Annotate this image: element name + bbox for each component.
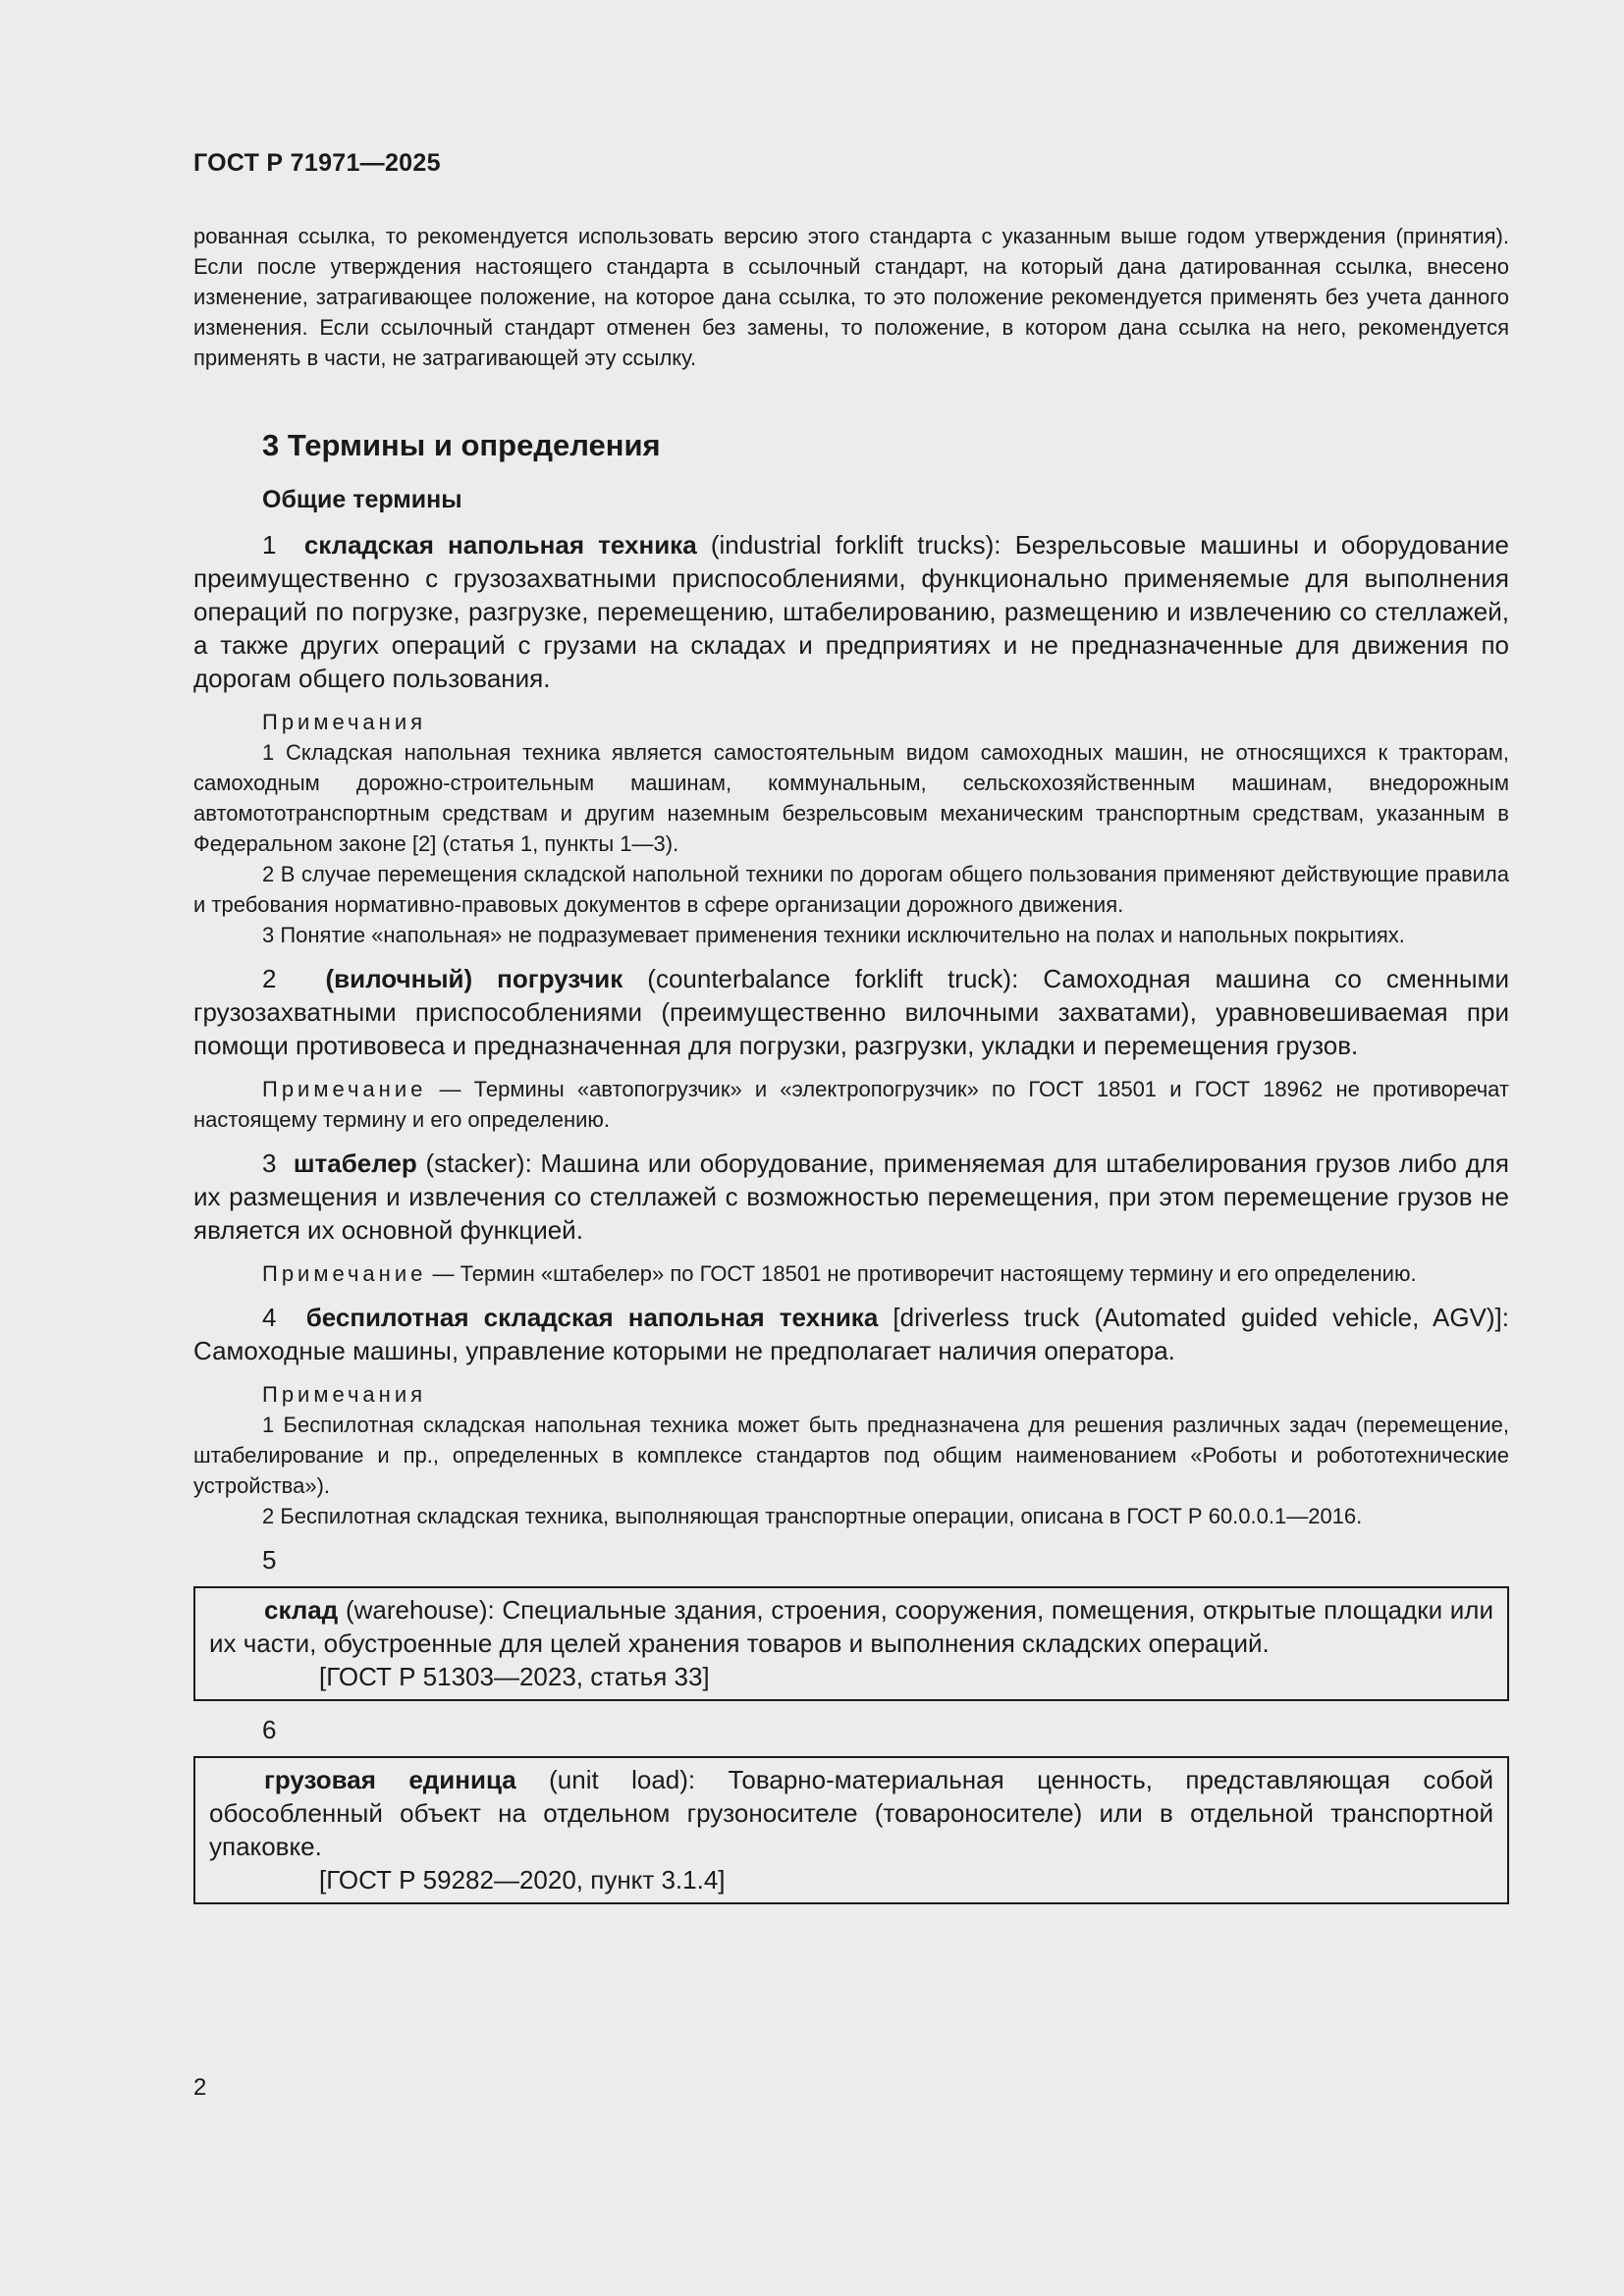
term-name: штабелер [293,1148,417,1178]
term-name: (вилочный) погрузчик [325,964,623,993]
term-3 [193,1147,1509,1247]
term-number: 6 [262,1715,277,1744]
term-definition: Безрельсовые машины и оборудование преимущественно с грузозахватными приспособлениями, функционально применяемые для выполнения операций по погрузке, разгрузке, перемещению, штабелированию, размещению и извлечению со стеллажей, а также других операций с грузами на складах и предприятиях и не предназначенные для движения по дорогам общего пользования. [193,530,1509,693]
term-4 [193,1301,1509,1367]
term-6 [209,1763,1493,1863]
term-english: (stacker): [425,1148,532,1178]
term-number: 5 [262,1545,277,1575]
term-english: (counterbalance forklift truck): [647,964,1019,993]
page-number: 2 [193,2074,207,2101]
term-1 [193,528,1509,695]
term-name: склад [264,1595,339,1625]
intro-paragraph: рованная ссылка, то рекомендуется использовать версию этого стандарта с указанным выше годом утверждения (принятия). Если после утверждения настоящего стандарта в ссылочный стандарт, на который дана датированная ссылка, внесено изменение, затрагивающее положение, на которое дана ссылка, то это положение рекомендуется применять без учета данного изменения. Если ссылочный стандарт отменен без замены, то положение, в котором дана ссылка на него, рекомендуется применять в части, не затрагивающей эту ссылку. [193,224,1509,370]
note-item: 2 В случае перемещения складской напольной техники по дорогам общего пользования применяют действующие правила и требования нормативно-правовых документов в сфере организации дорожного движения. [193,862,1509,917]
term-english: (warehouse): [345,1595,495,1625]
term-english: (unit load): [549,1765,696,1794]
term-definition: Специальные здания, строения, сооружения, помещения, открытые площадки или их части, обустроенные для целей хранения товаров и выполнения складских операций. [209,1595,1493,1658]
term-number: 1 [262,530,277,560]
section-title: 3 Термины и определения [262,428,661,462]
term-5 [209,1593,1493,1660]
note-item: 2 Беспилотная складская техника, выполняющая транспортные операции, описана в ГОСТ Р 60.0.0.1—2016. [262,1504,1363,1528]
section-subtitle: Общие термины [262,486,462,513]
document-header: ГОСТ Р 71971—2025 [193,149,441,177]
term-source: [ГОСТ Р 51303—2023, статья 33] [319,1662,710,1691]
note-label: Примечание [262,1261,427,1286]
page-content [193,221,1509,1904]
notes-label: Примечания [262,710,427,734]
notes-label: Примечания [262,1382,427,1407]
note-label: Примечание [262,1077,427,1101]
term-note [193,1258,1509,1289]
term-definition: Самоходная машина со сменными грузозахватными приспособлениями (преимущественно вилочными захватами), уравновешиваемая при помощи противовеса и предназначенная для погрузки, разгрузки, укладки и перемещения грузов. [193,964,1509,1060]
term-number: 3 [262,1148,277,1178]
term-definition: Самоходные машины, управление которыми не предполагает наличия оператора. [193,1336,1175,1365]
term-english: (industrial forklift trucks): [710,530,1001,560]
term-definition: Товарно-материальная ценность, представляющая собой обособленный объект на отдельном грузоносителе (товароносителе) или в отдельной транспортной упаковке. [209,1765,1493,1861]
note-text: — Термины «автопогрузчик» и «электропогрузчик» по ГОСТ 18501 и ГОСТ 18962 не противоречат настоящему термину и его определению. [193,1077,1509,1132]
note-item: 1 Беспилотная складская напольная техника может быть предназначена для решения различных задач (перемещение, штабелирование и пр., определенных в комплексе стандартов под общим наименованием «Роботы и робототехнические устройства»). [193,1413,1509,1498]
term-note [193,1074,1509,1135]
term-name: беспилотная складская напольная техника [305,1303,879,1332]
term-name: складская напольная техника [303,530,697,560]
term-6-box [193,1756,1509,1904]
term-number: 4 [262,1303,277,1332]
term-2 [193,962,1509,1062]
term-definition: Машина или оборудование, применяемая для штабелирования грузов либо для их размещения и извлечения со стеллажей с возможностью перемещения, при этом перемещение грузов не является их основной функцией. [193,1148,1510,1245]
term-source: [ГОСТ Р 59282—2020, пункт 3.1.4] [319,1865,726,1895]
note-item: 1 Складская напольная техника является самостоятельным видом самоходных машин, не относящихся к тракторам, самоходным дорожно-строительным машинам, коммунальным, сельскохозяйственным машинам, внедорожным автомототранспортным средствам и другим наземным безрельсовым механическим транспортным средствам, указанным в Федеральном законе [2] (статья 1, пункты 1—3). [193,740,1509,856]
term-number: 2 [262,964,277,993]
note-text: — Термин «штабелер» по ГОСТ 18501 не противоречит настоящему термину и его определению. [426,1261,1417,1286]
term-name: грузовая единица [264,1765,516,1794]
term-english: [driverless truck (Automated guided vehicle, AGV)]: [893,1303,1509,1332]
note-item: 3 Понятие «напольная» не подразумевает применения техники исключительно на полах и напольных покрытиях. [262,923,1405,947]
term-5-box [193,1586,1509,1701]
